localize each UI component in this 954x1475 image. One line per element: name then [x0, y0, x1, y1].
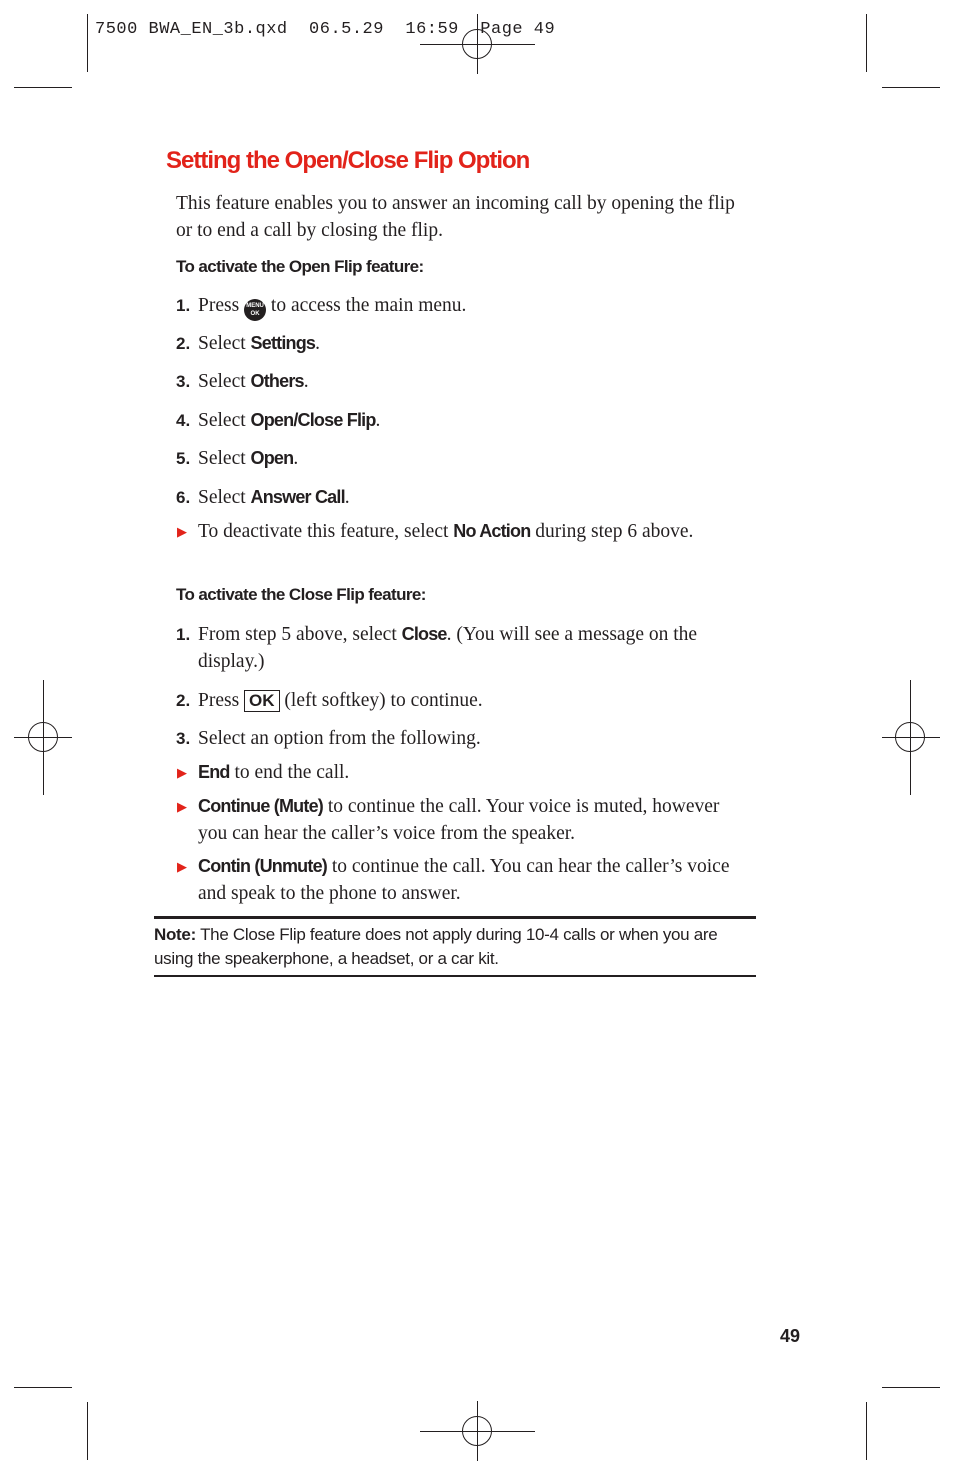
- close-option-continue-mute: [176, 793, 736, 847]
- step-number: 3.: [176, 729, 191, 748]
- option-name: Continue (Mute): [198, 796, 323, 816]
- open-step-6: [176, 484, 736, 511]
- step-number: 2.: [176, 334, 191, 353]
- step-number: 1.: [176, 625, 191, 644]
- step-text: . (You will see a message on the display.): [198, 624, 698, 672]
- step-text: .: [303, 371, 309, 392]
- step-number: 5.: [176, 449, 191, 468]
- open-step-4: [176, 407, 736, 434]
- close-flip-heading: To activate the Close Flip feature:: [176, 585, 426, 604]
- open-step-3: [176, 368, 736, 395]
- tip-text: during step 6 above.: [535, 521, 694, 542]
- open-step-2: [176, 330, 736, 357]
- right-triangle-icon: ▶: [177, 765, 187, 780]
- crop-mark: [882, 1387, 940, 1388]
- crop-mark: [866, 14, 867, 72]
- close-option-contin-unmute: [176, 853, 736, 907]
- step-number: 2.: [176, 691, 191, 710]
- step-text: .: [344, 487, 350, 508]
- step-text: to access the main menu.: [270, 295, 467, 316]
- right-triangle-icon: ▶: [177, 859, 187, 874]
- step-text: .: [315, 333, 321, 354]
- close-step-1: [176, 621, 736, 675]
- step-text: Press: [198, 295, 240, 316]
- ok-softkey: OK: [244, 690, 280, 712]
- note-bottom-rule: [154, 975, 756, 977]
- step-text: Select: [198, 410, 246, 431]
- step-text: .: [375, 410, 381, 431]
- menu-item-name: Open/Close Flip: [250, 410, 376, 430]
- crop-mark: [14, 1387, 72, 1388]
- crop-mark: [14, 87, 72, 88]
- step-number: 4.: [176, 411, 191, 430]
- step-number: 6.: [176, 488, 191, 507]
- step-text: Select: [198, 448, 246, 469]
- note-top-rule: [154, 916, 756, 919]
- menu-item-name: Others: [250, 371, 304, 391]
- step-number: 3.: [176, 372, 191, 391]
- close-step-2: [176, 687, 736, 714]
- close-step-3: [176, 725, 736, 752]
- option-name: Close: [401, 624, 447, 644]
- right-triangle-icon: ▶: [177, 524, 187, 539]
- step-number: 1.: [176, 296, 191, 315]
- step-text: Press: [198, 690, 240, 711]
- option-text: to end the call.: [234, 762, 350, 783]
- menu-item-name: Answer Call: [250, 487, 345, 507]
- open-step-1: [176, 292, 736, 321]
- note-box: [154, 923, 754, 971]
- option-text: to continue the call. You can hear the caller’s voice and speak to the phone to answer.: [198, 856, 730, 904]
- crop-mark: [87, 14, 88, 72]
- open-step-5: [176, 445, 736, 472]
- note-text: The Close Flip feature does not apply during 10-4 calls or when you are using the speakerphone, a headset, or a car kit.: [154, 925, 718, 968]
- option-text: to continue the call. Your voice is muted, however you can hear the caller’s voice from the speaker.: [198, 796, 720, 844]
- step-text: .: [293, 448, 299, 469]
- open-tip: [176, 518, 736, 545]
- step-text: (left softkey) to continue.: [284, 690, 483, 711]
- note-label: Note:: [154, 925, 196, 944]
- menu-item-name: Open: [250, 448, 294, 468]
- crop-mark: [87, 1402, 88, 1460]
- option-name: Contin (Unmute): [198, 856, 327, 876]
- slug-date: 06.5.29: [309, 20, 384, 39]
- menu-ok-key-icon: MENU OK: [244, 299, 266, 321]
- option-name: No Action: [453, 521, 531, 541]
- step-text: Select an option from the following.: [198, 728, 481, 749]
- menu-item-name: Settings: [250, 333, 316, 353]
- step-text: Select: [198, 333, 246, 354]
- right-triangle-icon: ▶: [177, 799, 187, 814]
- slug-page: Page 49: [480, 20, 556, 39]
- crop-mark: [882, 87, 940, 88]
- intro-paragraph: This feature enables you to answer an incoming call by opening the flip or to end a call by closing the flip.: [176, 193, 735, 241]
- close-option-end: [176, 759, 736, 786]
- option-name: End: [198, 762, 230, 782]
- step-text: Select: [198, 371, 246, 392]
- crop-mark: [866, 1402, 867, 1460]
- tip-text: To deactivate this feature, select: [198, 521, 449, 542]
- open-flip-heading: To activate the Open Flip feature:: [176, 257, 424, 276]
- step-text: From step 5 above, select: [198, 624, 397, 645]
- step-text: Select: [198, 487, 246, 508]
- page-title: Setting the Open/Close Flip Option: [166, 147, 530, 174]
- page-number: 49: [780, 1326, 801, 1346]
- slug-time: 16:59: [405, 20, 459, 39]
- slug-file: 7500 BWA_EN_3b.qxd: [95, 20, 288, 39]
